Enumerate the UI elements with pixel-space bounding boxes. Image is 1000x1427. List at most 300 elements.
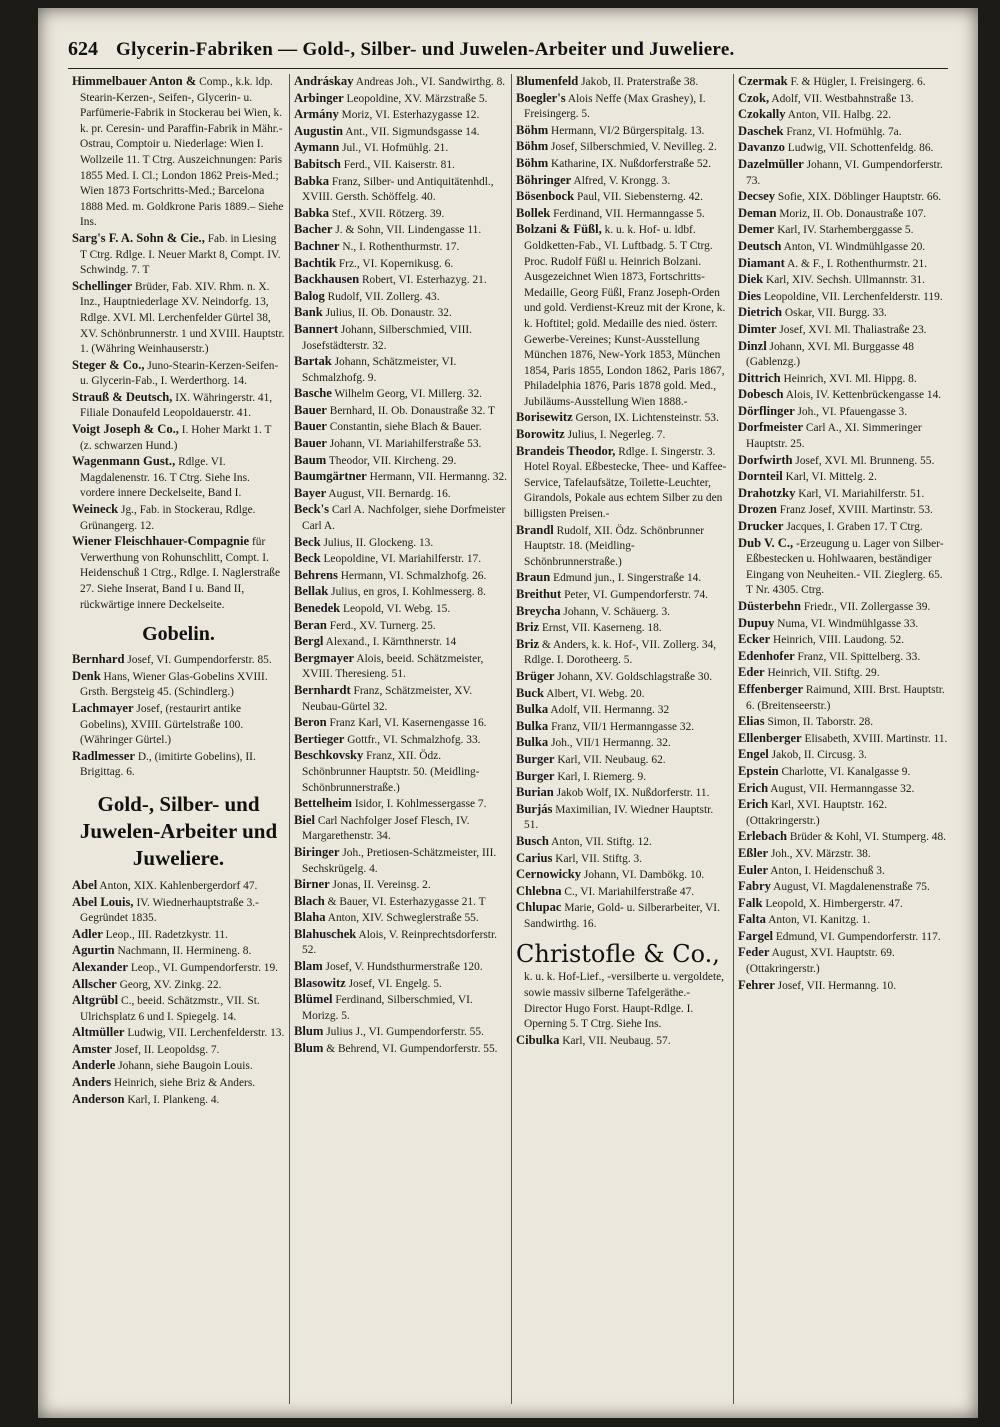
directory-entry [72,454,285,502]
directory-entry [738,912,952,929]
entry-name: Carius [516,850,553,865]
entry-name: Decsey [738,189,776,204]
directory-entry [738,731,952,748]
directory-entry [738,764,952,781]
entry-name: Bertieger [294,731,345,746]
entry-name: Blum [294,1041,324,1056]
entry-details: Georg, XV. Zinkg. 22. [116,978,222,991]
entry-details: & Bauer, VI. Esterhazygasse 21. T [324,895,486,908]
directory-entry [294,256,507,273]
entry-details: Nachmann, II. Hermineng. 8. [114,945,252,958]
entry-details: Elisabeth, XVIII. Martinstr. 11. [801,732,948,745]
entry-name: Anderson [72,1091,125,1106]
entry-name: Dobesch [738,387,784,402]
entry-name: Bollek [516,205,551,220]
directory-entry [294,502,507,534]
entry-details: Moriz, VI. Esterhazygasse 12. [338,109,480,122]
directory-entry [738,502,952,519]
directory-entry [72,279,285,358]
entry-details: Carl A. Nachfolger, siehe Dorfmeister Carl A. [302,504,506,533]
directory-entry [738,863,952,880]
entry-name: Baumgärtner [294,469,367,484]
entry-name: Briz [516,620,540,635]
entry-details: Gerson, IX. Lichtensteinstr. 53. [572,412,719,425]
directory-entry [738,272,952,289]
entry-details: Johann, V. Schäuerg. 3. [560,605,671,618]
entry-name: Eder [738,665,765,680]
entry-name: Edenhofer [738,648,795,663]
christofle-name: Christofle & Co., [516,940,720,969]
directory-entry [738,322,952,339]
directory-entry [72,74,285,231]
directory-entry [738,929,952,946]
entry-name: Wagenmann Gust., [72,454,176,469]
directory-entry [294,124,507,141]
directory-entry [516,222,729,410]
directory-entry [294,289,507,306]
entry-details: Anton, VI. Kanitzg. 1. [765,914,871,927]
directory-entry [294,992,507,1024]
entry-name: Beron [294,715,327,730]
entry-name: Backhausen [294,272,360,287]
entry-details: Ferdinand, VII. Hermanngasse 5. [550,207,705,220]
entry-details: Jacques, I. Graben 17. T Ctrg. [783,521,923,534]
directory-entry [294,419,507,436]
entry-name: Birner [294,877,330,892]
directory-entry [738,978,952,995]
entry-details: Rdlge. VI. Magdalenenstr. 16. T Ctrg. Siehe Ins. vordere innere Deckelseite, Band I. [80,456,250,500]
directory-entry [738,387,952,404]
directory-entry [516,802,729,834]
directory-entry [516,189,729,206]
entry-name: Bachtik [294,255,336,270]
entry-details: Brüder & Kohl, VI. Stumperg. 48. [786,831,947,844]
entry-details: Anton, VII. Stiftg. 12. [548,835,652,848]
entry-name: Bergl [294,634,324,649]
entry-details: Karl, VII. Neubaug. 62. [554,753,666,766]
entry-name: Euler [738,862,769,877]
directory-entry [294,386,507,403]
directory-entry [294,796,507,813]
directory-entry [72,1025,285,1042]
entry-details: C., VI. Mariahilferstraße 47. [561,885,695,898]
page-header [68,38,948,69]
directory-entry [516,735,729,752]
entry-name: Engel [738,747,769,762]
entry-details: Johann, VI. Dambökg. 10. [581,869,705,882]
entry-details: Heinrich, VII. Stiftg. 29. [764,667,880,680]
entry-details: Joh., VI. Pfauengasse 3. [794,405,908,418]
entry-name: Blach [294,893,325,908]
entry-name: Strauß & Deutsch, [72,389,173,404]
directory-entry [516,785,729,802]
entry-name: Briz [516,636,540,651]
entry-details: Heinrich, XVI. Ml. Hippg. 8. [780,372,917,385]
entry-details: Carl A., XI. Simmeringer Hauptstr. 25. [746,422,922,451]
entry-name: Burger [516,768,555,783]
directory-entry [72,1075,285,1092]
directory-entry [738,632,952,649]
entry-details: Johann, siehe Baugoin Louis. [115,1060,253,1073]
entry-name: Ellenberger [738,730,802,745]
directory-entry [294,683,507,715]
directory-entry [738,682,952,714]
directory-entry [294,976,507,993]
directory-entry [294,927,507,959]
entry-details: Carl Nachfolger Josef Flesch, IV. Margarethenstr. 34. [302,814,470,843]
entry-details: Franz, Schätzmeister, XV. Neubau-Gürtel 32. [302,684,473,713]
entry-details: Johann, XV. Goldschlagstraße 30. [554,670,713,683]
entry-name: Cibulka [516,1032,560,1047]
directory-entry [72,422,285,454]
entry-name: Davanzo [738,140,785,155]
directory-entry [516,156,729,173]
directory-entry [738,599,952,616]
directory-entry [738,846,952,863]
entry-details: Ludwig, VII. Lerchenfelderstr. 13. [124,1027,285,1040]
directory-entry [516,427,729,444]
entry-details: Katharine, IX. Nußdorferstraße 52. [548,157,712,170]
entry-name: Voigt Joseph & Co., [72,422,179,437]
entry-name: Breithut [516,587,562,601]
entry-details: IV. Wiednerhauptstraße 3.- Gegründet 1835. [80,896,259,925]
entry-name: Armány [294,107,339,122]
directory-entry [294,551,507,568]
entry-details: Numa, VI. Windmühlgasse 33. [774,617,919,630]
entry-details: Johann, XVI. Ml. Burggasse 48 (Gablenzg.) [746,340,914,369]
directory-entry [294,910,507,927]
directory-entry [516,587,729,604]
directory-entry [738,616,952,633]
directory-entry [516,604,729,621]
entry-name: Dorfwirth [738,452,793,467]
directory-entry [294,403,507,420]
directory-entry [516,1033,729,1050]
directory-entry [294,140,507,157]
entry-name: Borowitz [516,427,565,442]
directory-entry [738,289,952,306]
christofle-text: k. u. k. Hof-Lief., -versilberte u. vergoldete, sowie massiv silberne Tafelgeräthe.- Director Hugo Forst. Haupt-Rdlge. I. Operning 5. T Ctrg. Siehe Ins. [524,971,725,1031]
directory-entry [738,91,952,108]
entry-name: Augustin [294,123,343,138]
entry-name: Allscher [72,976,117,991]
entry-details: Karl, I. Riemerg. 9. [554,770,647,783]
directory-entry [294,568,507,585]
entry-details: Alois Neffe (Max Grashey), I. Freisingerg. 5. [524,92,706,121]
entry-name: Blumenfeld [516,74,579,88]
entry-name: Czermak [738,74,788,88]
entry-details: Alois, V. Reinprechtsdorferstr. 52. [302,928,497,957]
entry-name: Fargel [738,928,773,943]
entry-name: Babka [294,205,330,220]
entry-name: Böhm [516,122,549,137]
entry-details: Frz., VI. Kopernikusg. 6. [336,257,454,270]
entry-details: Robert, VI. Esterhazyg. 21. [359,274,487,287]
column-1 [68,74,290,1404]
entry-details: Albert, VI. Webg. 20. [544,687,645,700]
entry-details: für Verwerthung von Rohunschlitt, Compt. I. Heidenschuß 1 Ctrg., Rdlge. I. Naglerstraße 27. Siehe Inserat, Band I u. Band II, rückwärtige innere Deckelseite. [80,536,281,611]
directory-entry [72,1092,285,1109]
entry-details: Franz Josef, XVIII. Martinstr. 53. [776,504,933,517]
directory-entry [738,665,952,682]
entry-name: Adler [72,926,103,941]
entry-details: Johann, VI. Gumpendorferstr. 73. [746,158,943,187]
entry-details: Josef, XVI. Ml. Brunneng. 55. [792,454,935,467]
entry-details: Hermann, VI. Schmalzhofg. 26. [337,569,487,582]
entry-name: Abel [72,877,98,892]
directory-entry [294,1041,507,1058]
entry-details: August, XVI. Hauptstr. 69. (Ottakringerstr.) [746,947,895,976]
directory-entry [516,884,729,901]
entry-name: Sarg's F. A. Sohn & Cie., [72,230,205,245]
directory-entry [294,157,507,174]
directory-entry [72,878,285,895]
entry-name: Arbinger [294,90,344,105]
directory-entry [738,157,952,189]
entry-details: Sofie, XIX. Döblinger Hauptstr. 66. [775,191,942,204]
directory-entry [294,845,507,877]
entry-name: Dimter [738,321,777,336]
entry-details: Adolf, VII. Westbahnstraße 13. [769,92,914,105]
entry-details: August, VII. Hermanngasse 32. [768,782,915,795]
entry-details: August, VII. Bernardg. 16. [326,487,451,500]
entry-name: Baum [294,452,327,467]
entry-name: Czok, [738,90,770,105]
entry-details: C., beeid. Schätzmstr., VII. St. Ulrichsplatz 6 und I. Spiegelg. 14. [80,995,260,1023]
entry-details: Alfred, V. Krongg. 3. [571,174,671,187]
entry-name: Erich [738,797,769,812]
entry-details: Oskar, VII. Burgg. 33. [782,307,887,320]
entry-details: Paul, VII. Siebensterng. 42. [574,191,703,204]
directory-entry [516,752,729,769]
entry-name: Bulka [516,718,549,733]
directory-entry [72,977,285,994]
entry-name: Busch [516,833,549,848]
directory-entry [294,174,507,206]
entry-name: Biringer [294,844,340,859]
entry-details: Rudolf, XII. Ödz. Schönbrunner Hauptstr. 18. (Meidling-Schönbrunnerstraße.) [524,524,705,568]
entry-name: Dub V. C., [738,535,794,550]
entry-details: -Erzeugung u. Lager von Silber-Eßbestecken u. Hohlwaaren, beständiger Eingang von Neuheiten.- VII. Zieglerg. 65. T Nr. 4305. Ctrg. [746,537,944,597]
entry-details: A. & F., I. Rothenthurmstr. 21. [784,257,927,270]
directory-entry [294,732,507,749]
entry-details: Josef, VII. Hermanng. 10. [774,979,897,992]
directory-entry [738,469,952,486]
entry-name: Basche [294,386,332,401]
entry-name: Cernowicky [516,867,582,882]
entry-details: Rudolf, VII. Zollerg. 43. [324,290,440,303]
columns [68,74,958,1404]
entry-name: Anders [72,1075,112,1090]
entry-details: Ferd., XV. Turnerg. 25. [326,619,436,632]
entry-name: Breycha [516,603,561,618]
entry-details: Leop., VI. Gumpendorferstr. 19. [127,961,279,974]
entry-details: & Behrend, VI. Gumpendorferstr. 55. [323,1043,498,1056]
entry-name: Dörflinger [738,403,795,418]
entry-details: & Anders, k. k. Hof-, VII. Zollerg. 34, Rdlge. I. Dorotheerg. 5. [524,638,717,667]
entry-details: Wilhelm Georg, VI. Millerg. 32. [331,388,483,401]
directory-entry [516,91,729,123]
entry-name: Bauer [294,419,327,434]
entry-details: Joh., XV. Märzstr. 38. [768,847,871,860]
entry-details: Simon, II. Taborstr. 28. [764,716,874,729]
entry-name: Falk [738,895,763,910]
entry-details: Karl, XVI. Hauptstr. 162. (Ottakringerstr.) [746,799,888,827]
entry-details: F. & Hügler, I. Freisingerg. 6. [787,76,926,88]
entry-name: Blümel [294,992,333,1007]
directory-entry [294,272,507,289]
entry-details: Isidor, I. Kohlmessergasse 7. [352,798,487,811]
entry-name: Steger & Co., [72,357,145,372]
entry-details: Theodor, VII. Kircheng. 29. [326,454,457,467]
entry-details: Josef, V. Hundsthurmerstraße 120. [322,961,483,974]
entry-name: Böhm [516,155,549,170]
entry-name: Bösenbock [516,189,575,204]
entry-name: Böhm [516,139,549,154]
directory-entry [516,834,729,851]
entry-details: Franz, VII/1 Hermanngasse 32. [548,720,695,733]
directory-entry [516,206,729,223]
entry-name: Elias [738,714,765,729]
entry-name: Andráskay [294,74,354,88]
entry-details: Alexand., I. Kärnthnerstr. 14 [323,636,457,649]
entry-details: Leopold, VI. Webg. 15. [340,603,451,615]
entry-details: Josef, II. Leopoldsg. 7. [111,1043,220,1056]
entry-name: Ecker [738,632,771,647]
directory-entry [516,669,729,686]
entry-name: Bulka [516,735,549,750]
entry-details: Anton, XIV. Schweglerstraße 55. [325,912,479,925]
entry-details: Joh., VII/1 Hermanng. 32. [548,737,671,750]
running-title: Glycerin-Fabriken — Gold-, Silber- und Juwelen-Arbeiter und Juweliere. [116,39,735,60]
entry-name: Beck [294,534,321,549]
entry-name: Brüger [516,668,555,683]
entry-name: Drucker [738,519,784,534]
entry-name: Dittrich [738,370,781,385]
entry-details: Franz, VII. Spittelberg. 33. [794,650,921,663]
entry-name: Weineck [72,502,119,517]
entry-name: Schellinger [72,278,133,293]
directory-entry [294,877,507,894]
entry-name: Bellak [294,584,329,599]
entry-details: Karl, IV. Starhemberggasse 5. [774,224,914,237]
entry-name: Beck's [294,502,329,517]
entry-name: Dietrich [738,305,783,320]
entry-name: Bannert [294,321,339,336]
directory-entry [738,453,952,470]
entry-details: Ant., VII. Sigmundsgasse 14. [343,125,480,138]
entry-name: Chlebna [516,883,562,898]
entry-name: Blahuschek [294,926,357,941]
entry-details: August, VI. Magdalenenstraße 75. [770,881,930,894]
entry-name: Blaha [294,910,326,925]
directory-entry [738,879,952,896]
entry-details: Karl, VI. Mittelg. 2. [782,471,877,484]
directory-entry [516,139,729,156]
directory-entry [72,943,285,960]
directory-entry [294,469,507,486]
directory-entry [72,1042,285,1059]
entry-details: Jakob, II. Circusg. 3. [768,749,867,762]
entry-details: Johann, Schätzmeister, VI. Schmalzhofg. 9. [302,356,457,384]
entry-details: Gottfr., VI. Schmalzhofg. 33. [344,733,481,746]
entry-name: Dornteil [738,469,783,484]
entry-details: Leopoldine, XV. Märzstraße 5. [343,92,488,105]
entry-details: J. & Sohn, VII. Lindengasse 11. [332,224,482,237]
directory-entry [738,519,952,536]
entry-details: Hans, Wiener Glas-Gobelins XVIII. Grsth. Bergsteig 45. (Schindlerg.) [80,670,268,699]
directory-entry [738,189,952,206]
entry-details: Edmund jun., I. Singerstraße 14. [550,572,702,585]
entry-name: Dazelmüller [738,156,804,171]
entry-details: Franz Karl, VI. Kasernengasse 16. [326,717,487,730]
entry-details: Heinrich, siehe Briz & Anders. [111,1077,256,1090]
directory-entry [72,534,285,613]
entry-details: Leopoldine, VII. Lerchenfelderstr. 119. [761,290,943,303]
entry-name: Bernhard [72,652,125,667]
entry-name: Bettelheim [294,796,353,811]
entry-details: Hermann, VII. Hermanng. 32. [366,471,508,484]
directory-entry [516,769,729,786]
directory-entry [738,256,952,273]
entry-name: Altgrübl [72,993,119,1008]
entry-name: Dupuy [738,615,775,630]
entry-details: Peter, VI. Gumpendorferstr. 74. [561,589,708,601]
directory-entry [294,107,507,124]
directory-entry [738,797,952,829]
directory-entry [516,523,729,571]
entry-name: Bulka [516,702,549,717]
entry-name: Babitsch [294,156,341,171]
directory-entry [294,535,507,552]
entry-name: Abel Louis, [72,894,134,909]
section-heading-gobelin: Gobelin. [142,623,215,646]
entry-name: Brandeis Theodor, [516,443,616,458]
entry-details: k. u. k. Hof- u. ldbf. Goldketten-Fab., VI. Luftbadg. 5. T Ctrg. Proc. Rudolf Füßl u. Heinrich Bolzani. Ausgezeichnet Wien 1873, Fortschritts-Medaille, Georg Füßl, Franz Joseph-Orden und gold. Verdienst-Kreuz mit der Krone, k. k. Hoftitel; gold. Medaille des nied. österr. Gewerbe-Vereines; Kunst-Ausstellung München 1876, New-York 1853, München 1854, Paris 1855, London 1862, Paris 1867, Philadelphia 1876, Paris 1878 gold. Med., Jubiläums-Ausstellung Wien 1888.- [524,224,726,408]
entry-name: Blum [294,1024,324,1039]
entry-name: Brandl [516,522,554,537]
directory-entry [738,239,952,256]
entry-details: Jonas, II. Vereinsg. 2. [329,879,431,892]
entry-name: Alexander [72,959,128,974]
directory-entry [294,618,507,635]
directory-entry [294,1024,507,1041]
entry-name: Bachner [294,238,340,253]
directory-entry [72,895,285,927]
directory-entry [294,453,507,470]
entry-details: Julius, en gros, I. Kohlmesserg. 8. [328,586,486,599]
entry-name: Czokally [738,107,786,122]
entry-name: Beschkovsky [294,748,364,763]
directory-entry [294,748,507,796]
entry-name: Lachmayer [72,700,134,715]
entry-details: Anton, XIX. Kahlenbergerdorf 47. [97,879,258,892]
entry-details: Stef., XVII. Rötzerg. 39. [329,207,445,220]
directory-entry [516,74,729,91]
directory-entry [738,945,952,977]
column-4 [734,74,956,1404]
directory-entry [294,715,507,732]
entry-details: Josef, XVI. Ml. Thaliastraße 23. [776,323,927,336]
entry-name: Denk [72,668,101,683]
entry-name: Aymann [294,140,340,155]
directory-entry [516,900,729,932]
section-heading-gold-silver: Gold-, Silber- und Juwelen-Arbeiter und Juweliere. [79,791,278,870]
directory-entry [516,444,729,523]
entry-name: Bartak [294,354,332,369]
entry-details: Constantin, siehe Blach & Bauer. [326,421,482,434]
entry-details: Julius, I. Negerleg. 7. [564,429,666,442]
